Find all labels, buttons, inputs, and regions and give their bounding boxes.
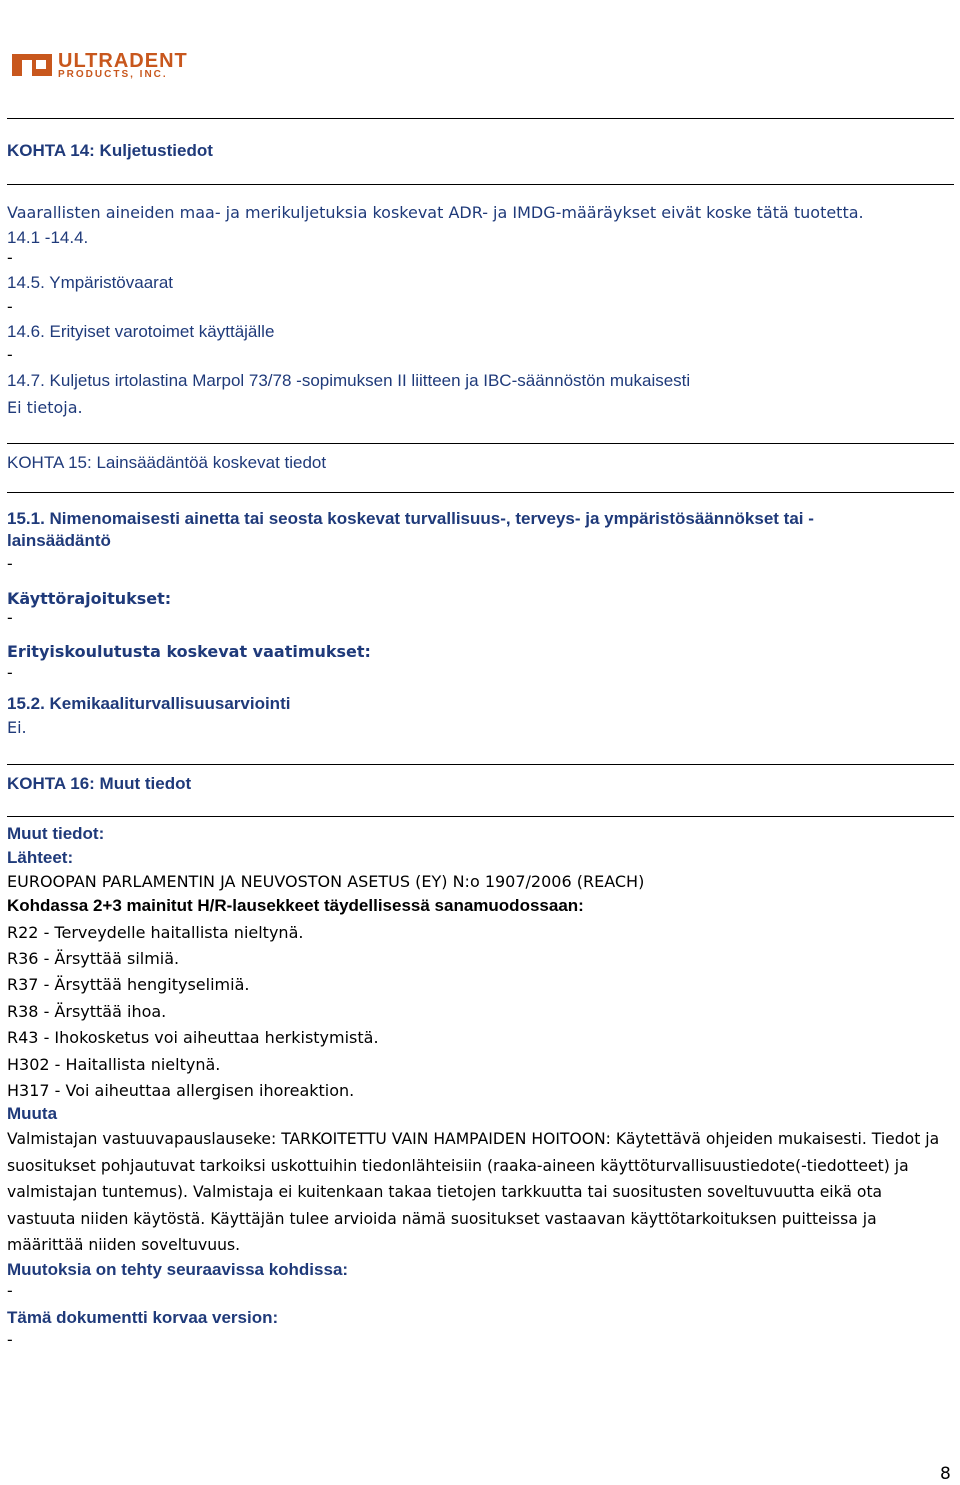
- divider: [7, 816, 954, 817]
- training-requirements-label: Erityiskoulutusta koskevat vaatimukset:: [7, 642, 371, 661]
- divider: [7, 118, 954, 119]
- date-revised: Date Revised: 10-04-2015: [716, 43, 915, 62]
- date-issued: Date Issued: 25-09-2012: [719, 0, 907, 17]
- dash: -: [7, 1281, 13, 1300]
- no-info: Ei tietoja.: [7, 398, 83, 417]
- phrase-item: H317 - Voi aiheuttaa allergisen ihoreaktion.: [7, 1081, 355, 1100]
- subsection-15-1: 15.1. Nimenomaisesti ainetta tai seosta koskevat turvallisuus-, terveys- ja ympäristösäännökset tai -: [7, 509, 814, 528]
- document-title: Käyttöturvallisuustiedote asetuksen (EY) nro. 453/2010,1907/2006 (REACH).: [7, 0, 588, 17]
- dash: -: [7, 1330, 13, 1349]
- revision-number: Revision No: 10: [716, 66, 837, 85]
- logo-mark-icon: [12, 54, 52, 76]
- logo-subtitle: PRODUCTS, INC.: [58, 69, 168, 80]
- transport-intro: Vaarallisten aineiden maa- ja merikuljetuksia koskevat ADR- ja IMDG-määräykset eivät koske tätä tuotetta.: [7, 203, 864, 222]
- sources-value: EUROOPAN PARLAMENTIN JA NEUVOSTON ASETUS (EY) N:o 1907/2006 (REACH): [7, 872, 645, 891]
- sources-label: Lähteet:: [7, 848, 74, 867]
- divider: [7, 184, 954, 185]
- subsection-14-7: 14.7. Kuljetus irtolastina Marpol 73/78 -sopimuksen II liitteen ja IBC-säännöstön mukaisesti: [7, 371, 691, 390]
- misc-label: Muuta: [7, 1104, 58, 1123]
- subsection-15-2: 15.2. Kemikaaliturvallisuusarviointi: [7, 694, 291, 713]
- subsection-14-6: 14.6. Erityiset varotoimet käyttäjälle: [7, 322, 275, 341]
- subsection-15-1-cont: lainsäädäntö: [7, 531, 111, 550]
- phrase-item: R43 - Ihokosketus voi aiheuttaa herkistymistä.: [7, 1028, 379, 1047]
- company-logo: [12, 52, 204, 79]
- divider: [7, 492, 954, 493]
- subsection-14-5: 14.5. Ympäristövaarat: [7, 273, 173, 292]
- divider: [7, 764, 954, 765]
- changes-label: Muutoksia on tehty seuraavissa kohdissa:: [7, 1260, 349, 1279]
- dash: -: [7, 554, 13, 573]
- dash: -: [7, 663, 13, 682]
- disclaimer-text: Valmistajan vastuuvapauslauseke: TARKOITETTU VAIN HAMPAIDEN HOITOON: Käytettävä ohjeiden mukaisesti. Tiedot ja suositukset pohjautuvat tarkoiksi uskottuihin tiedonlähteisiin (raaka-aineen käyttöturvallisuustiedote(-tiedotteet) ja valmistajan tuntemus). Valmistaja ei kuitenkaan takaa tietojen tarkkuutta tai suositusten soveltuvuutta eikä ota vastuuta niiden käytöstä. Käyttäjän tulee arvioida nämä suositukset vastaavan käyttötarkoituksen puitteissa ja määrittää niiden soveltuvuus.: [7, 1130, 940, 1254]
- replaces-version-label: Tämä dokumentti korvaa version:: [7, 1308, 279, 1327]
- section-14-title: KOHTA 14: Kuljetustiedot: [7, 141, 213, 160]
- logo-wordmark: ULTRADENT: [58, 50, 188, 72]
- version: Version FI: 06-0 7-2015: [716, 87, 894, 106]
- phrase-item: H302 - Haitallista nieltynä.: [7, 1055, 221, 1074]
- section-15-title: KOHTA 15: Lainsäädäntöä koskevat tiedot: [7, 453, 327, 472]
- dash: -: [7, 608, 13, 627]
- phrases-label: Kohdassa 2+3 mainitut H/R-lausekkeet täydellisessä sanamuodossaan:: [7, 896, 584, 915]
- phrase-item: R38 - Ärsyttää ihoa.: [7, 1002, 167, 1021]
- dash: -: [7, 248, 13, 267]
- dash: -: [7, 345, 13, 364]
- usage-restrictions-label: Käyttörajoitukset:: [7, 589, 172, 608]
- phrase-item: R36 - Ärsyttää silmiä.: [7, 949, 180, 968]
- other-info-label: Muut tiedot:: [7, 824, 105, 843]
- phrase-item: R22 - Terveydelle haitallista nieltynä.: [7, 923, 304, 942]
- divider: [7, 443, 954, 444]
- chemical-safety-assessment-value: Ei.: [7, 718, 27, 737]
- phrase-item: R37 - Ärsyttää hengityselimiä.: [7, 975, 250, 994]
- sds-number: SDS No: 25-001.9: [716, 20, 854, 39]
- dash: -: [7, 297, 13, 316]
- section-16-title: KOHTA 16: Muut tiedot: [7, 774, 192, 793]
- subsection-14-1: 14.1 -14.4.: [7, 228, 89, 247]
- page-number: 8: [940, 1464, 951, 1484]
